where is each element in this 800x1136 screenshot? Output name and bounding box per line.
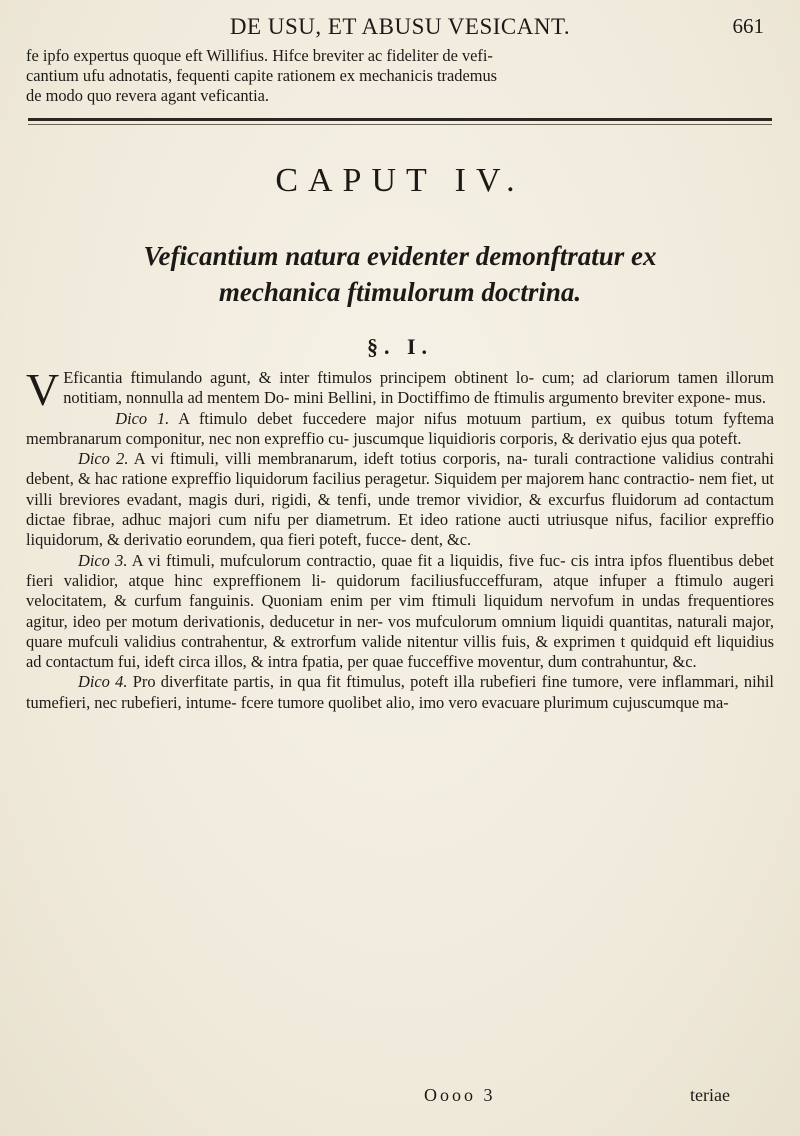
paragraph-text: Pro diverfitate partis, in qua fit ftimulus, poteft illa rubefieri fine tumore, vere inflammari, nihil tumefieri, nec rubefieri, intume- fcere tumore quolibet alio, imo vero evacuare plurimum cujuscumque ma- — [26, 672, 774, 712]
dico-label: Dico 3. — [78, 550, 128, 570]
paragraph-text: Eficantia ftimulando agunt, & inter ftimulos principem obtinent lo- cum; ad clariorum tamen illorum notitiam, nonnulla ad mentem Do- mini Bellini, in Doctiffimo de ftimulis argumento breviter expone- mus. — [63, 368, 774, 408]
paragraph-text: A ftimulo debet fuccedere major nifus motuum partium, ex quibus totum fyftema membranarum componitur, nec non expreffio cu- juscumque liquidioris corporis, & derivatio ejus qua poteft. — [26, 408, 774, 448]
intro-line: cantium ufu adnotatis, fequenti capite rationem ex mechanicis trademus — [26, 66, 498, 85]
paragraph-text: A vi ftimuli, mufculorum contractio, quae fit a liquidis, five fuc- cis intra ipfos fluentibus debet fieri validior, atque hinc expreffionem li- quidorum faciliusfucceffuram, atque infuper a ftimulo augeri velocitatem, & curfum fanguinis. Quoniam enim per vim ftimuli liquidum nervofum in undas frequentiores agitur, ideo per motum derivationis, deducetur in ner- vos mufculorum omnium liquidi quantitas, naturali major, quare mufculi validius contrahentur, & extrorfum valide nitentur villis fuis, & exprimen t quidquid eft liquidius ad contactum fui, ideft circa illos, & intra fpatia, per quae fucceffive moventur, dum contrahuntur, &c. — [26, 550, 774, 672]
paragraph-text: A vi ftimuli, villi membranarum, ideft totius corporis, na- turali contractione validius contrahi debent, & hac ratione expreffio liquidorum facilius peragetur. Siquidem per majorem hanc contractio- nem fiet, ut villi breviores evadant, magis duri, rigidi, & tenfi, unde tremor vividior, & excurfus fluidorum ad contactum dictae fibrae, adhuc majori cum nifu per diametrum. Et ideo ratione aucti utriusque nifus, facilior expreffio liquidorum, & derivatio eorundem, qua fieri poteft, fucce- dent, &c. — [26, 449, 774, 550]
running-head: DE USU, ET ABUSU VESICANT. — [229, 14, 571, 39]
dico-label: Dico 1. — [115, 408, 170, 428]
divider-rule-thin — [28, 124, 772, 125]
catchword: teriae — [690, 1085, 730, 1105]
paragraph-dico-3 — [26, 551, 774, 673]
intro-line: fe ipfo expertus quoque eft Willifius. Hifce breviter ac fideliter de vefi- — [26, 46, 493, 65]
paragraph-dico-4 — [26, 672, 774, 713]
paragraph-dico-2 — [26, 449, 774, 550]
body-text — [26, 364, 774, 713]
chapter-title-line: mechanica ftimulorum doctrina. — [218, 277, 582, 307]
chapter-title — [0, 238, 800, 310]
paragraph-dico-1 — [26, 409, 774, 450]
dico-label: Dico 4. — [78, 672, 128, 692]
intro-paragraph — [26, 46, 772, 106]
page-number: 661 — [732, 14, 764, 38]
section-mark: §. I. — [366, 334, 434, 359]
chapter-title-line: Veficantium natura evidenter demonftratur ex — [143, 241, 657, 271]
drop-cap: V — [26, 364, 60, 415]
signature-mark: Oooo 3 — [424, 1085, 496, 1105]
divider-rule — [28, 118, 772, 121]
intro-line: de modo quo revera agant veficantia. — [26, 86, 270, 105]
chapter-heading: CAPUT IV. — [275, 162, 525, 199]
dico-label: Dico 2. — [78, 449, 129, 469]
page-header — [96, 14, 764, 48]
paragraph-intro — [26, 364, 774, 415]
